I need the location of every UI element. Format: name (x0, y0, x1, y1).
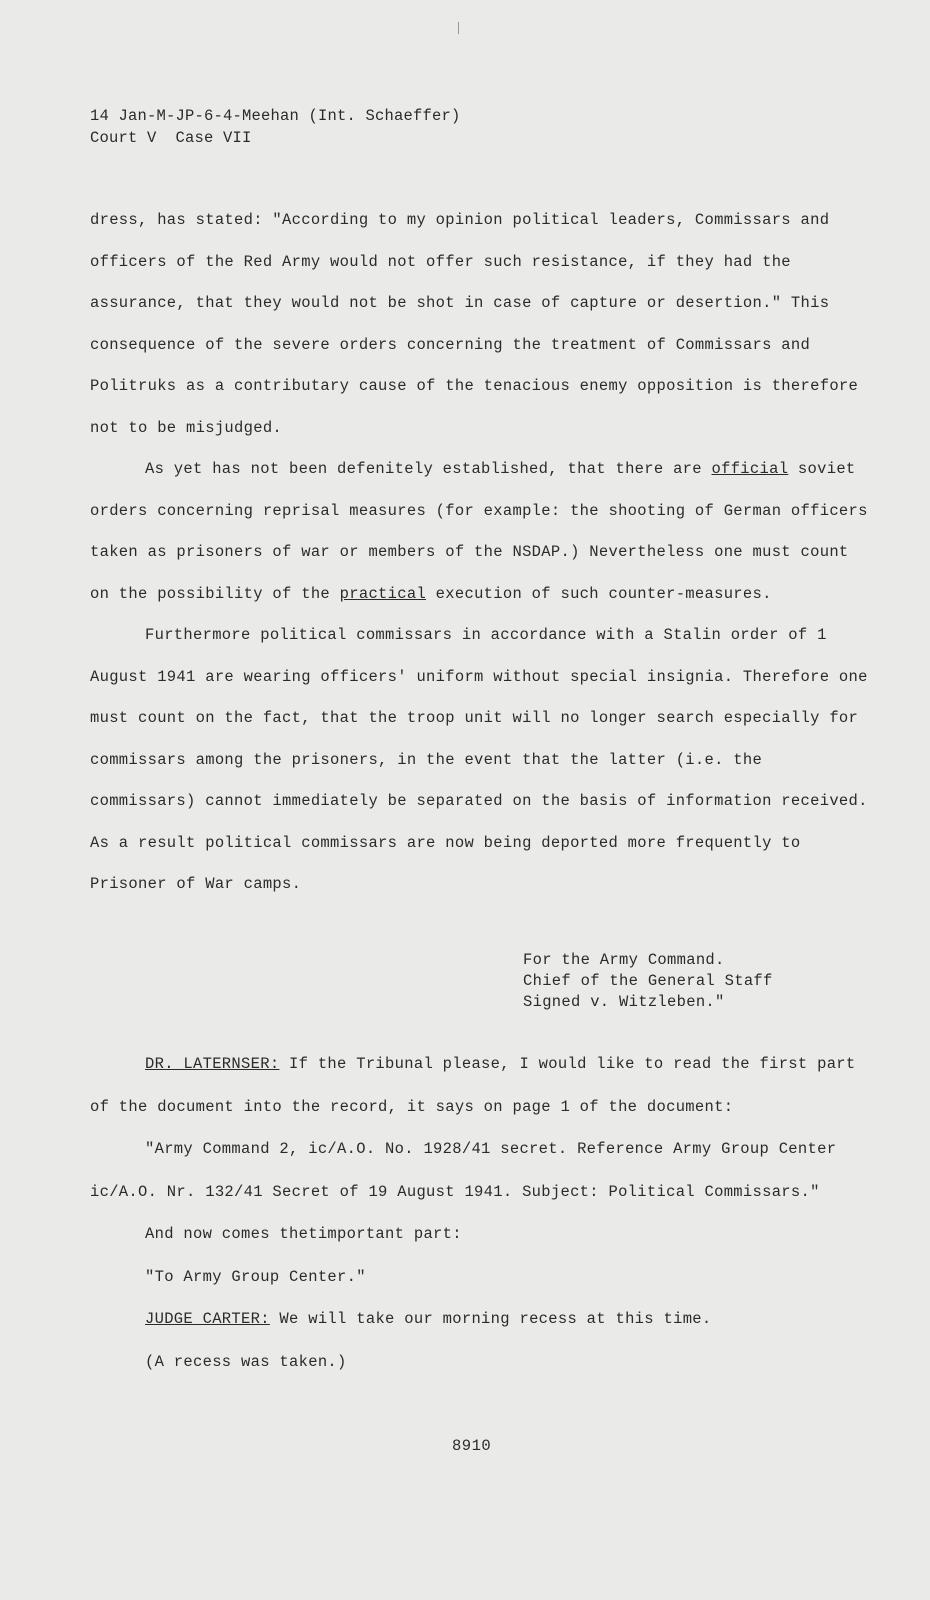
paragraph-laternser-text: If the Tribunal please, I would like to read the first part of the document into the record, it says on page 1 of the document: (90, 1055, 856, 1116)
paragraph-recess-text: (A recess was taken.) (145, 1352, 347, 1371)
page-number: 8910 (452, 1437, 492, 1455)
paragraph-recess (90, 1341, 880, 1384)
page-header (90, 105, 461, 149)
paragraph-carter (90, 1298, 880, 1341)
paragraph-3-text: Furthermore political commissars in accordance with a Stalin order of 1 August 1941 are wearing officers' uniform without special insignia. Therefore one must count on the fact, that the troop unit will no longer search especially for commissars among the prisoners, in the event that the latter (i.e. the commissars) cannot immediately be separated on the basis of information received. As a result political commissars are now being deported more frequently to Prisoner of War camps. (90, 626, 868, 893)
paragraph-2-text-a: As yet has not been defenitely established, that there are (145, 460, 712, 478)
signature-block (523, 950, 773, 1013)
paragraph-carter-text: We will take our morning recess at this time. (269, 1310, 712, 1328)
paragraph-2 (90, 449, 870, 615)
paragraph-to-army (90, 1256, 880, 1299)
header-line-1: 14 Jan-M-JP-6-4-Meehan (Int. Schaeffer) (90, 107, 461, 125)
paragraph-to-army-text: "To Army Group Center." (145, 1267, 366, 1286)
header-line-2: Court V Case VII (90, 129, 252, 147)
paragraph-2-text-c: execution of such counter-measures. (426, 584, 772, 603)
signature-line-2: Chief of the General Staff (523, 972, 773, 990)
underlined-official: official (711, 460, 789, 478)
paragraph-1 (90, 200, 870, 449)
transcript-body (90, 1043, 880, 1383)
paragraph-quote (90, 1128, 880, 1213)
speaker-laternser: DR. LATERNSER: (145, 1055, 280, 1073)
scan-mark (458, 22, 459, 34)
signature-line-1: For the Army Command. (523, 951, 725, 969)
signature-line-3: Signed v. Witzleben." (523, 993, 725, 1011)
document-body (90, 200, 870, 906)
paragraph-3 (90, 615, 870, 906)
paragraph-quote-text: "Army Command 2, ic/A.O. No. 1928/41 secret. Reference Army Group Center ic/A.O. Nr. 132/41 Secret of 19 August 1941. Subject: Political Commissars." (90, 1140, 837, 1201)
paragraph-2-text-b: soviet orders concerning reprisal measures (for example: the shooting of German officers taken as prisoners of war or members of the NSDAP.) Nevertheless one must count on the possibility of the (90, 460, 868, 603)
underlined-practical: practical (339, 584, 427, 603)
paragraph-important-text: And now comes thetimportant part: (145, 1225, 462, 1243)
paragraph-1-text: dress, has stated: "According to my opinion political leaders, Commissars and officers of the Red Army would not offer such resistance, if they had the assurance, that they would not be shot in case of capture or desertion." This consequence of the severe orders concerning the treatment of Commissars and Politruks as a contributary cause of the tenacious enemy opposition is therefore not to be misjudged. (90, 211, 859, 437)
paragraph-important (90, 1213, 880, 1256)
paragraph-laternser (90, 1043, 880, 1128)
speaker-carter: JUDGE CARTER: (145, 1310, 270, 1328)
